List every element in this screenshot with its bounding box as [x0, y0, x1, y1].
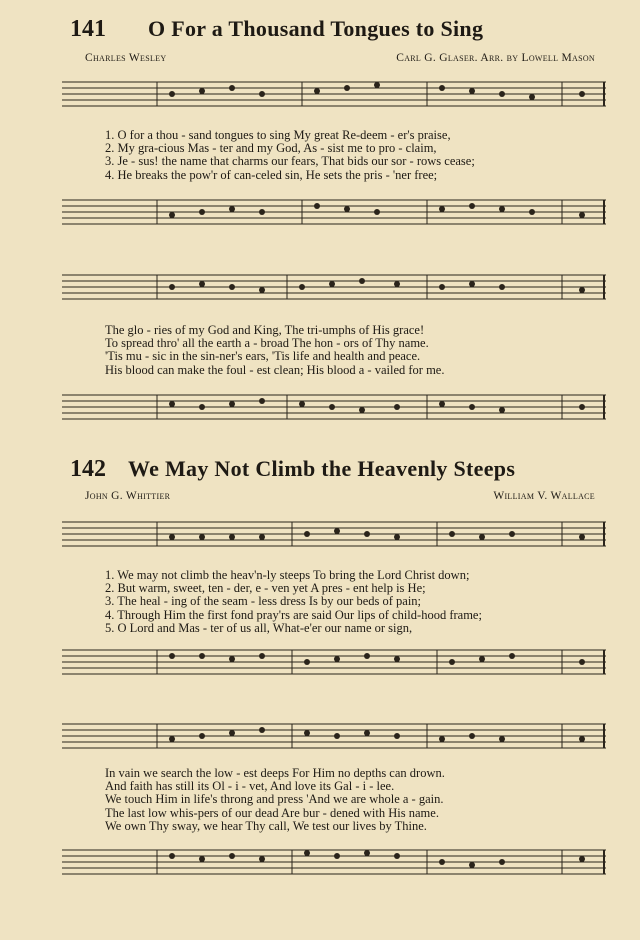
verse-line: 3. Je - sus! the name that charms our fears, That bids our sor - rows cease; — [105, 155, 475, 169]
staff-lines — [62, 273, 606, 303]
verse-line: 2. But warm, sweet, ten - der, e - ven yet A pres - ent help is He; — [105, 582, 426, 596]
staff-lines — [62, 648, 606, 678]
hymn-141-verses-system-1 — [105, 129, 605, 182]
music-staff — [62, 648, 606, 678]
music-staff — [62, 393, 606, 423]
composer: Carl G. Glaser. Arr. by Lowell Mason — [396, 52, 595, 64]
verse-line: In vain we search the low - est deeps For Him no depths can drown. — [105, 767, 445, 780]
verse-line: To spread thro' all the earth a - broad The hon - ors of Thy name. — [105, 337, 429, 351]
author: Charles Wesley — [85, 52, 167, 64]
music-staff — [62, 273, 606, 303]
hymn-141-header — [70, 16, 600, 50]
staff-lines — [62, 198, 606, 228]
music-staff — [62, 198, 606, 228]
hymn-142-verses-system-1 — [105, 569, 605, 635]
verse-line: And faith has still its Ol - i - vet, And love its Gal - i - lee. — [105, 780, 395, 794]
hymn-number: 142 — [70, 456, 106, 482]
staff-lines — [62, 393, 606, 423]
hymn-number: 141 — [70, 16, 106, 42]
verse-line: 1. O for a thou - sand tongues to sing My great Re-deem - er's praise, — [105, 129, 451, 142]
verse-line: 'Tis mu - sic in the sin-ner's ears, 'Tis life and health and peace. — [105, 350, 421, 364]
music-staff — [62, 80, 606, 110]
verse-line: We own Thy sway, we hear Thy call, We test our lives by Thine. — [105, 819, 427, 833]
verse-line: We touch Him in life's throng and press 'And we are whole a - gain. — [105, 793, 444, 807]
verse-line: The last low whis-pers of our dead Are bur - dened with His name. — [105, 806, 439, 820]
verse-line: 5. O Lord and Mas - ter of us all, What-e'er our name or sign, — [105, 621, 413, 635]
hymn-title: O For a Thousand Tongues to Sing — [148, 16, 484, 41]
verse-line: His blood can make the foul - est clean; His blood a - vailed for me. — [105, 363, 445, 377]
verse-line: 1. We may not climb the heav'n-ly steeps To bring the Lord Christ down; — [105, 569, 470, 582]
staff-lines — [62, 520, 606, 550]
staff-lines — [62, 848, 606, 878]
staff-lines — [62, 722, 606, 752]
music-staff — [62, 722, 606, 752]
hymn-title: We May Not Climb the Heavenly Steeps — [128, 456, 516, 481]
hymn-142-verses-system-2 — [105, 767, 605, 833]
verse-line: The glo - ries of my God and King, The tri-umphs of His grace! — [105, 324, 425, 337]
composer: William V. Wallace — [493, 490, 595, 502]
verse-line: 4. He breaks the pow'r of can-celed sin, He sets the pris - 'ner free; — [105, 168, 438, 182]
verse-line: 3. The heal - ing of the seam - less dress Is by our beds of pain; — [105, 595, 422, 609]
music-staff — [62, 848, 606, 878]
music-staff — [62, 520, 606, 550]
staff-lines — [62, 80, 606, 110]
hymn-142-header — [70, 456, 600, 490]
verse-line: 2. My gra-cious Mas - ter and my God, As - sist me to pro - claim, — [105, 142, 437, 156]
hymn-141-verses-system-2 — [105, 324, 605, 377]
author: John G. Whittier — [85, 490, 171, 502]
verse-line: 4. Through Him the first fond pray'rs are said Our lips of child-hood frame; — [105, 608, 482, 622]
